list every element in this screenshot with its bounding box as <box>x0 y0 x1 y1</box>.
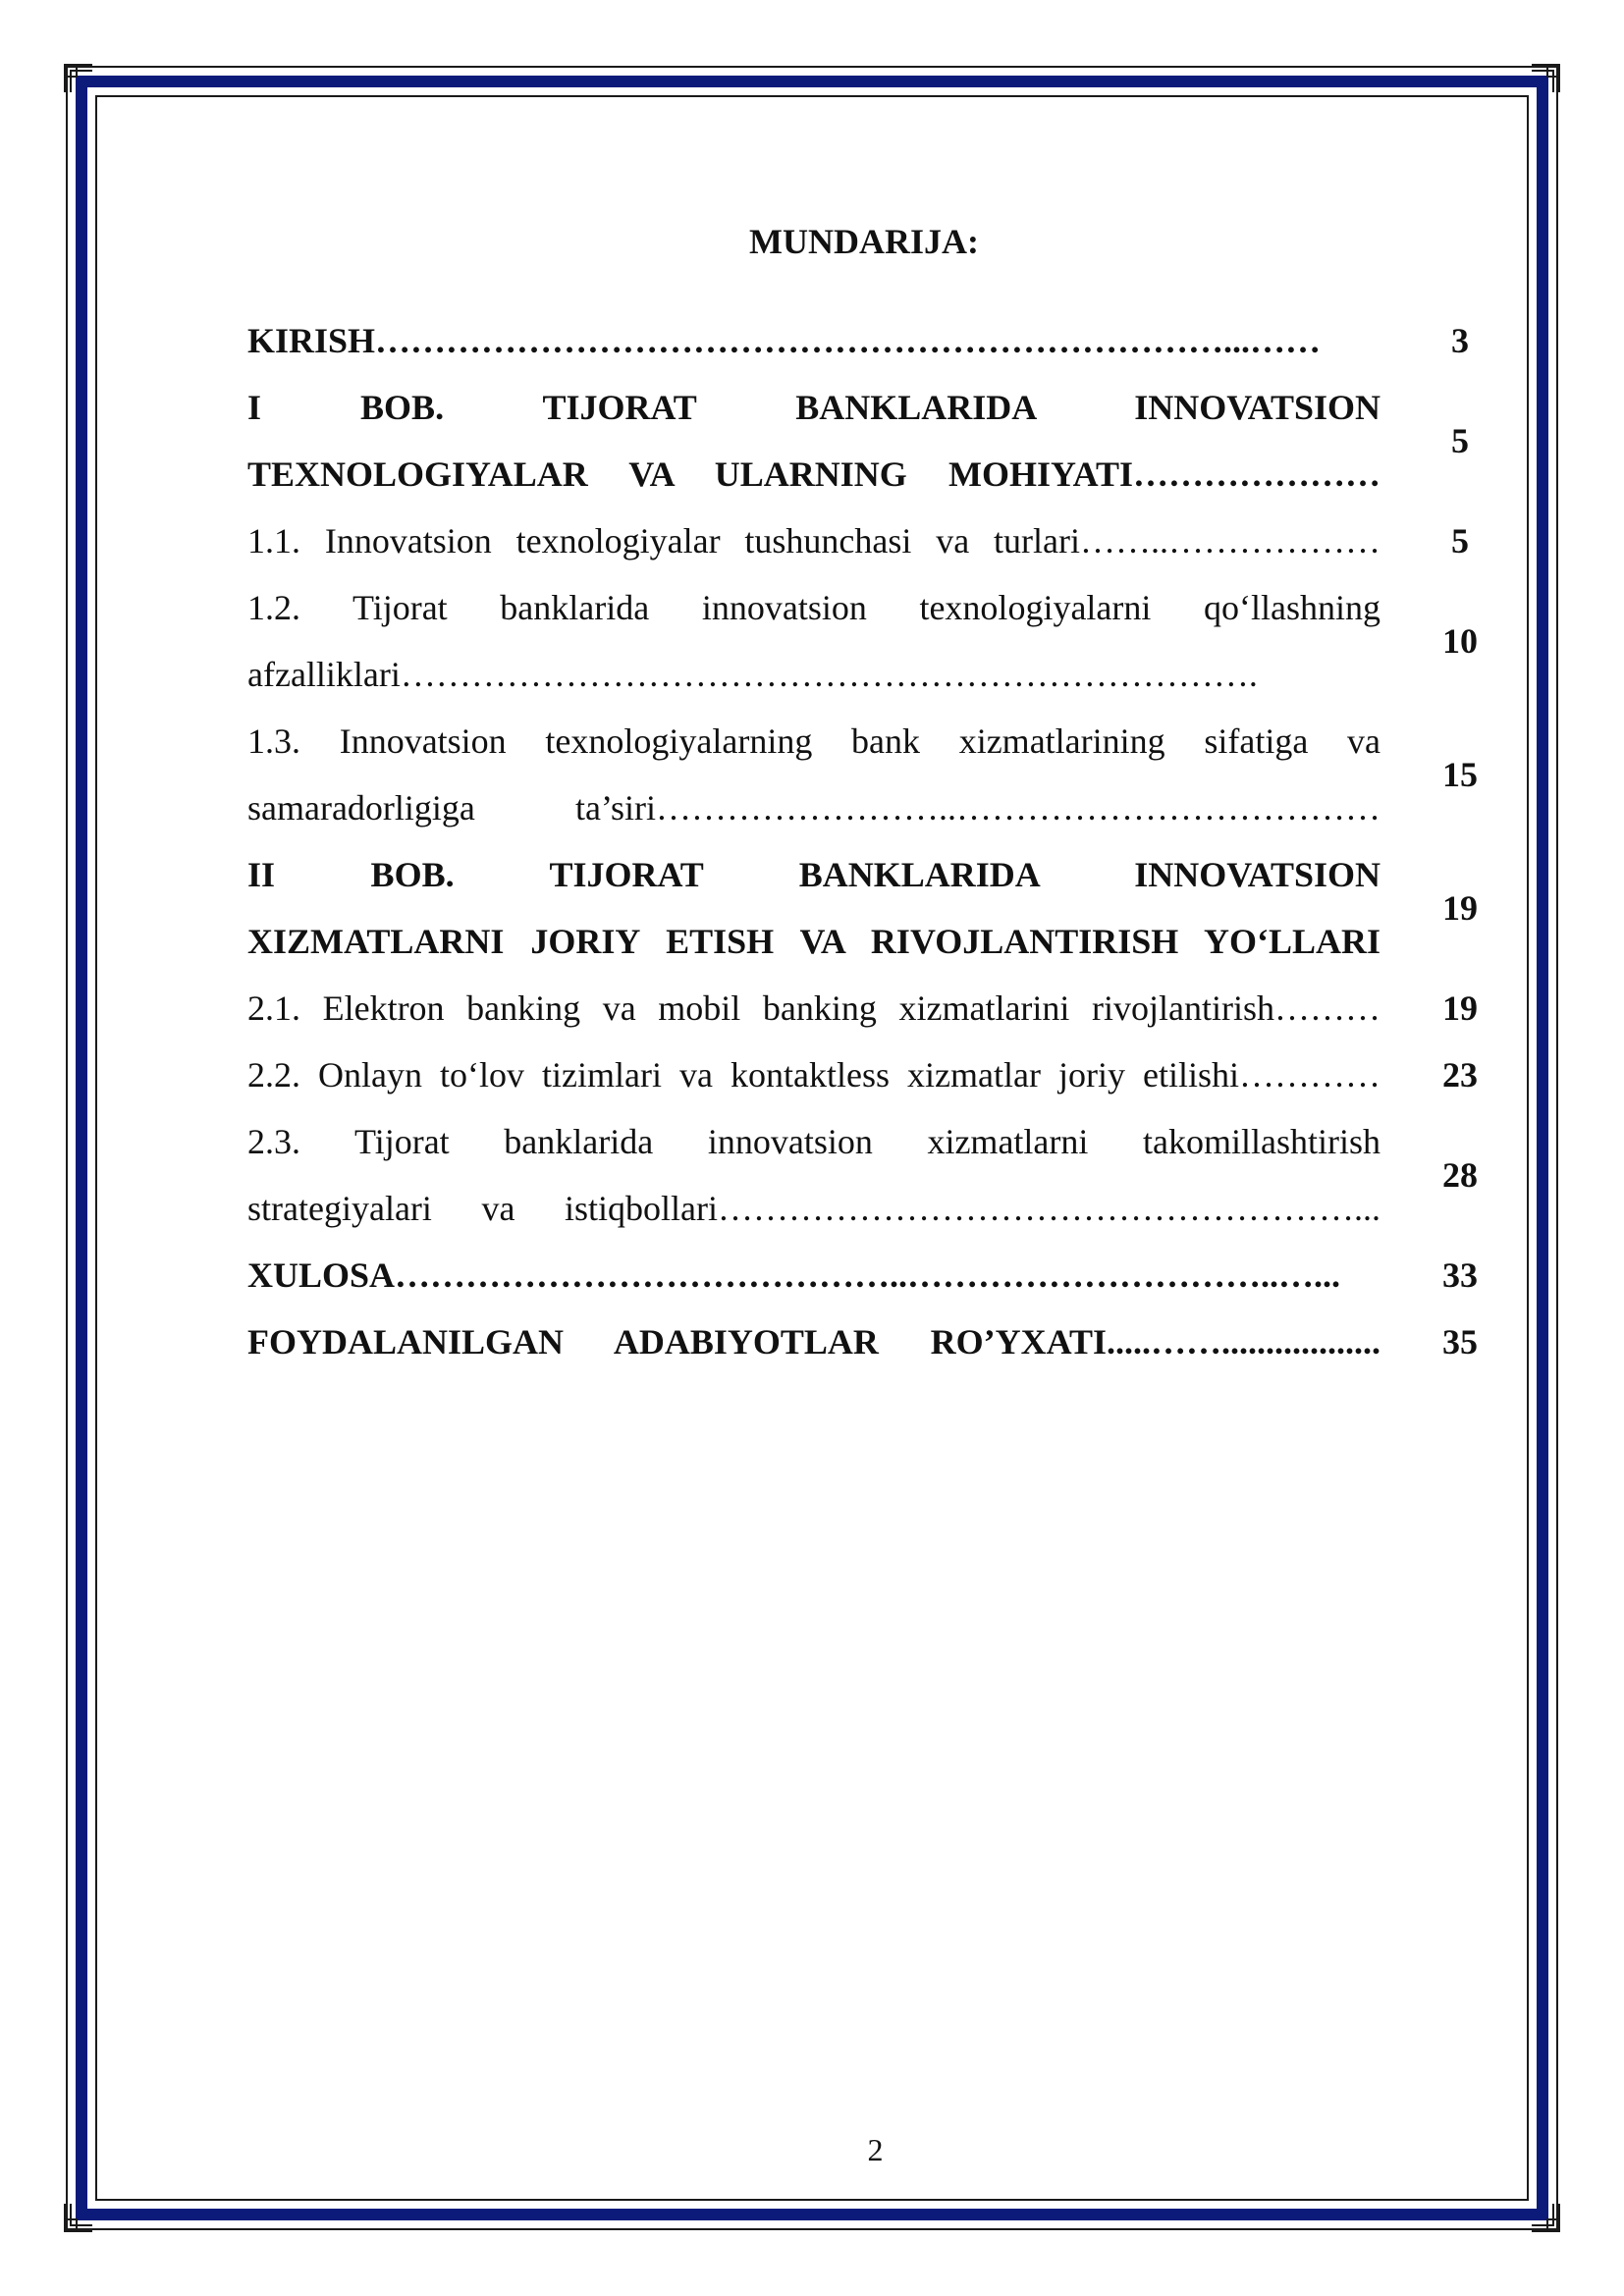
toc-entry-label: samaradorligiga ta’siri……………………..……………………………… <box>247 788 1380 828</box>
corner-ornament-icon <box>1530 2202 1561 2233</box>
toc-entry-label: 1.2. Tijorat banklarida innovatsion texnologiyalarni qo‘llashning <box>247 588 1380 627</box>
corner-ornament-icon <box>63 63 94 94</box>
toc-entry-label: 2.2. Onlayn to‘lov tizimlari va kontaktless xizmatlar joriy etilishi………… <box>247 1055 1380 1095</box>
toc-entry-1-1[interactable] <box>247 507 1504 574</box>
toc-page-number: 10 <box>1442 621 1478 661</box>
toc-page-number: 3 <box>1451 321 1469 360</box>
toc-page-number: 35 <box>1442 1322 1478 1362</box>
toc-entry-2-1[interactable] <box>247 975 1504 1041</box>
toc-page-number: 19 <box>1442 988 1478 1028</box>
toc-entry-xulosa[interactable] <box>247 1242 1504 1308</box>
toc-page-number: 23 <box>1442 1055 1478 1095</box>
toc-entry-chapter-2[interactable] <box>247 841 1504 975</box>
toc-page-number: 28 <box>1442 1155 1478 1195</box>
toc-entry-label: 1.1. Innovatsion texnologiyalar tushunchasi va turlari……..……………… <box>247 521 1380 561</box>
toc-entry-label: I BOB. TIJORAT BANKLARIDA INNOVATSION <box>247 388 1380 427</box>
toc-entry-label: II BOB. TIJORAT BANKLARIDA INNOVATSION <box>247 855 1380 894</box>
page-title: MUNDARIJA: <box>749 222 979 261</box>
corner-ornament-icon <box>63 2202 94 2233</box>
toc-page-number: 5 <box>1451 421 1469 460</box>
toc-entry-references[interactable] <box>247 1308 1504 1375</box>
toc-entry-2-2[interactable] <box>247 1041 1504 1108</box>
toc-page-number: 15 <box>1442 755 1478 794</box>
toc-entry-chapter-1[interactable] <box>247 374 1504 507</box>
toc-entry-label: afzalliklari………………………………………………………………. <box>247 655 1258 694</box>
toc-page-number: 5 <box>1451 521 1469 561</box>
corner-ornament-icon <box>1530 63 1561 94</box>
toc-page-number: 33 <box>1442 1255 1478 1295</box>
toc-entry-label: 2.3. Tijorat banklarida innovatsion xizmatlarni takomillashtirish <box>247 1122 1380 1161</box>
toc-entry-label: FOYDALANILGAN ADABIYOTLAR RO’YXATI.....…….................. <box>247 1322 1380 1362</box>
toc-entry-label: 1.3. Innovatsion texnologiyalarning bank xizmatlarining sifatiga va <box>247 721 1380 761</box>
toc-page-number: 19 <box>1442 888 1478 928</box>
toc-entry-2-3[interactable] <box>247 1108 1504 1242</box>
toc-entry-label: XIZMATLARNI JORIY ETISH VA RIVOJLANTIRISH YO‘LLARI <box>247 922 1380 961</box>
page-number: 2 <box>867 2132 884 2167</box>
toc-entry-1-2[interactable] <box>247 574 1504 708</box>
toc-entry-label: XULOSA……………………………………..…………………………..…... <box>247 1255 1341 1295</box>
toc-entry-label: strategiyalari va istiqbollari………………………………………………... <box>247 1189 1380 1228</box>
toc-entry-1-3[interactable] <box>247 708 1504 841</box>
toc-entry-label: TEXNOLOGIYALAR VA ULARNING MOHIYATI………………… <box>247 454 1380 494</box>
toc-entry-label: 2.1. Elektron banking va mobil banking xizmatlarini rivojlantirish……… <box>247 988 1380 1028</box>
toc-entry-label: KIRISH………………………………………………………………...…… <box>247 321 1322 360</box>
toc-entry-kirish[interactable] <box>247 307 1504 374</box>
table-of-contents <box>247 307 1504 1375</box>
